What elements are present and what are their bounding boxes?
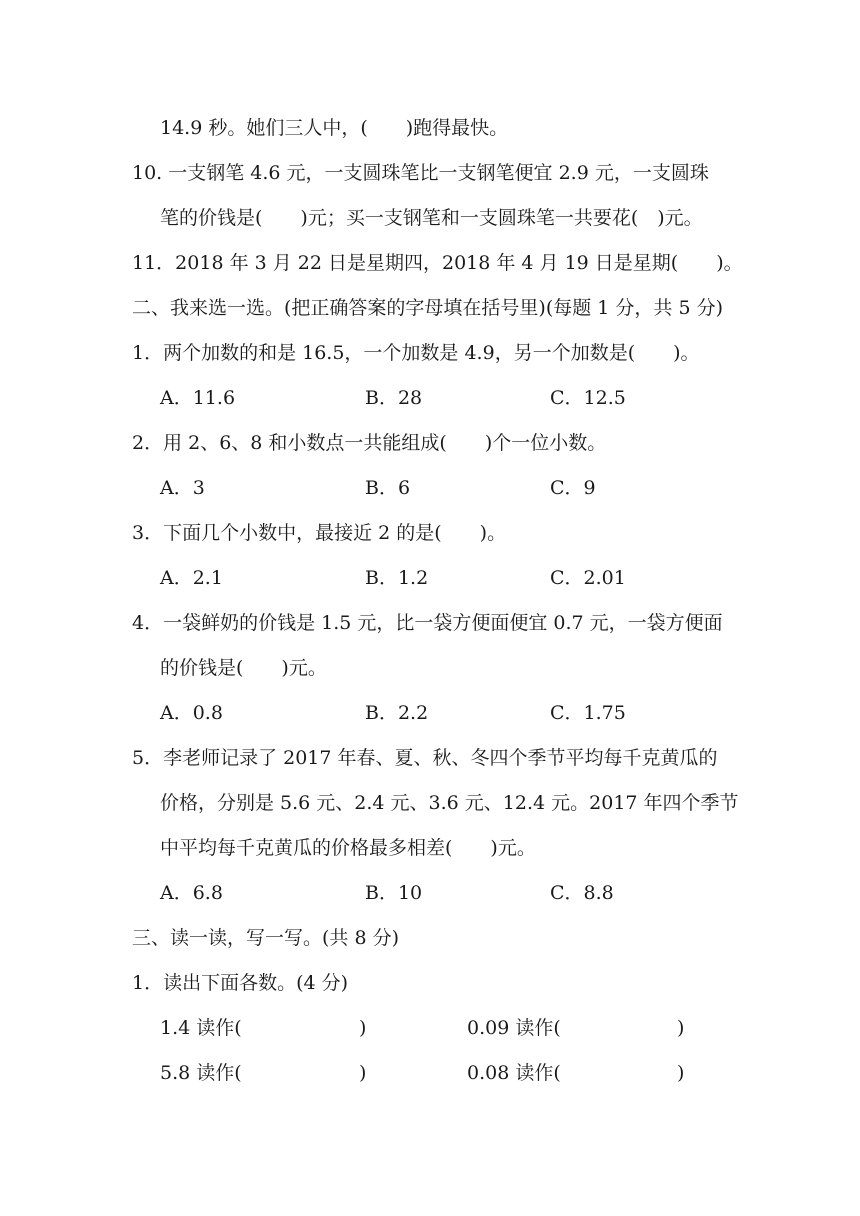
choice-question-5-line-3: 中平均每千克黄瓜的价格最多相差( )元。 [160, 837, 536, 859]
reading-1-4-label: 1.4 读作( [160, 1017, 242, 1039]
q1-option-a: A．11.6 [160, 387, 236, 409]
choice-question-1: 1．两个加数的和是 16.5，一个加数是 4.9，另一个加数是( )。 [132, 342, 700, 364]
choice-question-4-line-2: 的价钱是( )元。 [160, 657, 327, 679]
question-10-line-1: 10. 一支钢笔 4.6 元，一支圆珠笔比一支钢笔便宜 2.9 元，一支圆珠 [132, 162, 709, 184]
q5-option-a: A．6.8 [160, 882, 223, 904]
q1-option-b: B．28 [365, 387, 423, 409]
reading-5-8-label: 5.8 读作( [160, 1062, 242, 1084]
choice-question-4-line-1: 4．一袋鲜奶的价钱是 1.5 元，比一袋方便面便宜 0.7 元，一袋方便面 [132, 612, 723, 634]
question-11: 11．2018 年 3 月 22 日是星期四，2018 年 4 月 19 日是星期( )。 [132, 252, 743, 274]
choice-question-3: 3．下面几个小数中，最接近 2 的是( )。 [132, 522, 507, 544]
q5-option-b: B．10 [365, 882, 423, 904]
q4-option-b: B．2.2 [365, 702, 429, 724]
reading-0-08-label: 0.08 读作( [467, 1062, 561, 1084]
section-3-heading: 三、读一读，写一写。(共 8 分) [132, 927, 399, 949]
q2-option-c: C．9 [550, 477, 596, 499]
section-2-heading: 二、我来选一选。(把正确答案的字母填在括号里)(每题 1 分，共 5 分) [132, 297, 723, 319]
choice-question-5-line-2: 价格，分别是 5.6 元、2.4 元、3.6 元、12.4 元。2017 年四个季节 [160, 792, 739, 814]
reading-question-1: 1．读出下面各数。(4 分) [132, 972, 349, 994]
reading-0-09-close: ) [677, 1017, 685, 1039]
question-10-line-2: 笔的价钱是( )元；买一支钢笔和一支圆珠笔一共要花( )元。 [160, 207, 703, 229]
q3-option-c: C．2.01 [550, 567, 626, 589]
q3-option-b: B．1.2 [365, 567, 429, 589]
q3-option-a: A．2.1 [160, 567, 223, 589]
q5-option-c: C．8.8 [550, 882, 614, 904]
reading-0-08-close: ) [677, 1062, 685, 1084]
reading-1-4-close: ) [359, 1017, 367, 1039]
reading-0-09-label: 0.09 读作( [467, 1017, 561, 1039]
q2-option-b: B．6 [365, 477, 411, 499]
choice-question-2: 2．用 2、6、8 和小数点一共能组成( )个一位小数。 [132, 432, 607, 454]
q4-option-a: A．0.8 [160, 702, 223, 724]
q1-option-c: C．12.5 [550, 387, 626, 409]
choice-question-5-line-1: 5．李老师记录了 2017 年春、夏、秋、冬四个季节平均每千克黄瓜的 [132, 747, 718, 769]
reading-5-8-close: ) [359, 1062, 367, 1084]
q2-option-a: A．3 [160, 477, 205, 499]
q4-option-c: C．1.75 [550, 702, 626, 724]
question-9-continuation: 14.9 秒。她们三人中，( )跑得最快。 [160, 117, 509, 139]
